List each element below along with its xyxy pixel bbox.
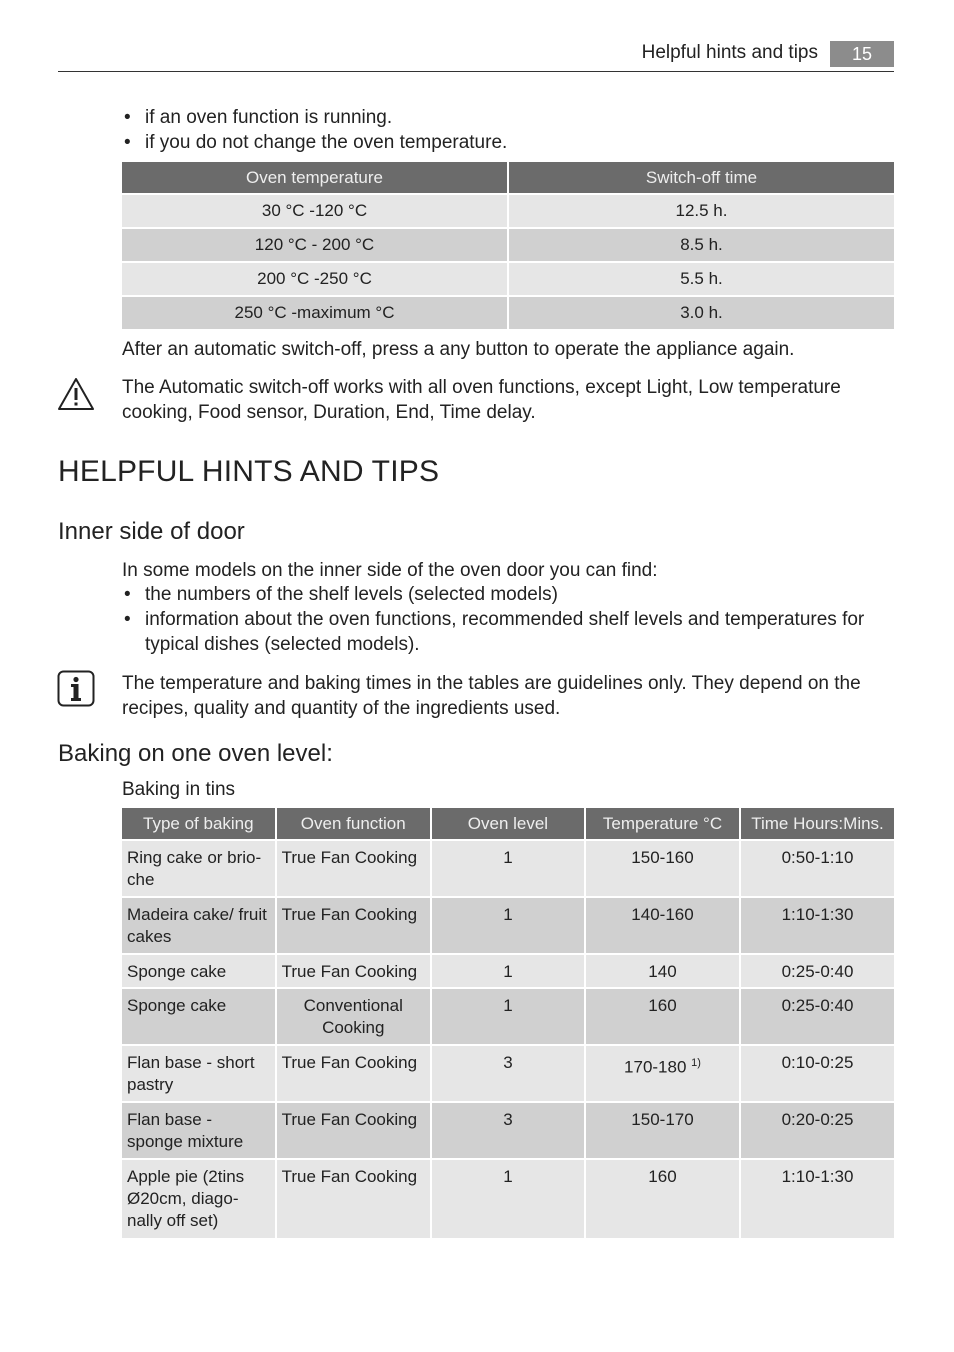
section-heading-inner-door: Inner side of door [58,518,245,545]
table-cell: 0:20-0:25 [741,1103,894,1158]
table-cell: 1 [432,989,584,1044]
table-cell: 30 °C -120 °C [122,195,507,227]
baking-table [120,806,896,1240]
table-header: Switch-off time [509,162,894,193]
table-cell: True Fan Cooking [277,1103,430,1158]
warning-triangle-icon [57,377,95,411]
table-cell: 3.0 h. [509,297,894,329]
table-cell: 0:50-1:10 [741,841,894,896]
table-cell: 1 [432,898,584,953]
table-cell: Sponge cake [122,989,275,1044]
table-row [122,263,894,295]
table-cell: 200 °C -250 °C [122,263,507,295]
table-cell: True Fan Cooking [277,841,430,896]
table-cell: 160 [586,989,739,1044]
after-switch-off-text: After an automatic switch-off, press a any button to operate the appliance again. [122,339,795,360]
table-cell: Ring cake or brio-che [122,841,275,896]
table-cell: True Fan Cooking [277,1046,430,1101]
list-item: • if you do not change the oven temperature. [122,130,894,155]
table-cell: 1:10-1:30 [741,898,894,953]
table-row [122,841,894,896]
table-header: Temperature °C [586,808,739,839]
info-icon [57,670,95,707]
list-item: • information about the oven functions, recommended shelf levels and temperatures for typical dishes (selected models). [122,607,894,657]
table-cell: Madeira cake/ fruit cakes [122,898,275,953]
table-cell: 3 [432,1103,584,1158]
list-item: • the numbers of the shelf levels (selected models) [122,582,894,607]
page-title: HELPFUL HINTS AND TIPS [58,455,440,488]
table-row [122,1160,894,1238]
table-cell [586,1046,739,1101]
table-cell: Conventional Cooking [277,989,430,1044]
table-cell: 0:10-0:25 [741,1046,894,1101]
table-cell: 8.5 h. [509,229,894,261]
table-cell: 140 [586,955,739,987]
info-note: The temperature and baking times in the tables are guidelines only. They depend on the recipes, quality and quantity of the ingredients used. [122,673,861,719]
table-cell: True Fan Cooking [277,898,430,953]
inner-door-lead: In some models on the inner side of the oven door you can find: [122,560,658,581]
table-header: Oven temperature [122,162,507,193]
table-cell: 0:25-0:40 [741,955,894,987]
table-row [122,297,894,329]
table-cell: 1 [432,841,584,896]
table-row [122,955,894,987]
table-cell: Flan base - sponge mixture [122,1103,275,1158]
footnote-mark: 1) [691,1057,701,1069]
table-cell: 120 °C - 200 °C [122,229,507,261]
table-row [122,229,894,261]
table-cell: 1 [432,1160,584,1238]
table-cell: 150-170 [586,1103,739,1158]
table-cell: 3 [432,1046,584,1101]
table-header: Oven function [277,808,430,839]
table-header: Oven level [432,808,584,839]
section-heading-baking: Baking on one oven level: [58,740,333,767]
page-header [58,40,894,72]
table-cell: Flan base - short pastry [122,1046,275,1101]
intro-bullet-list [122,105,894,155]
table-row [122,1103,894,1158]
switch-off-table [120,160,896,331]
list-item: • if an oven function is running. [122,105,894,130]
table-cell: 12.5 h. [509,195,894,227]
table-header: Time Hours:Mins. [741,808,894,839]
table-cell: 160 [586,1160,739,1238]
table-row [122,898,894,953]
table-cell: 1 [432,955,584,987]
table-row [122,1046,894,1101]
table-cell: True Fan Cooking [277,1160,430,1238]
baking-subheading: Baking in tins [122,779,236,800]
temperature-value: 170-180 [624,1057,687,1077]
table-cell: 250 °C -maximum °C [122,297,507,329]
table-cell: True Fan Cooking [277,955,430,987]
table-cell: 150-160 [586,841,739,896]
table-cell: 0:25-0:40 [741,989,894,1044]
table-row [122,989,894,1044]
inner-door-bullet-list [122,582,894,657]
page-number: 15 [830,41,894,67]
table-row [122,195,894,227]
table-header: Type of baking [122,808,275,839]
warning-note: The Automatic switch-off works with all oven functions, except Light, Low temperature cooking, Food sensor, Duration, End, Time delay. [122,377,841,423]
table-cell: 140-160 [586,898,739,953]
table-cell: 1:10-1:30 [741,1160,894,1238]
table-cell: Apple pie (2tins Ø20cm, diago-nally off set) [122,1160,275,1238]
table-cell: 5.5 h. [509,263,894,295]
table-cell: Sponge cake [122,955,275,987]
section-title: Helpful hints and tips [641,42,818,63]
